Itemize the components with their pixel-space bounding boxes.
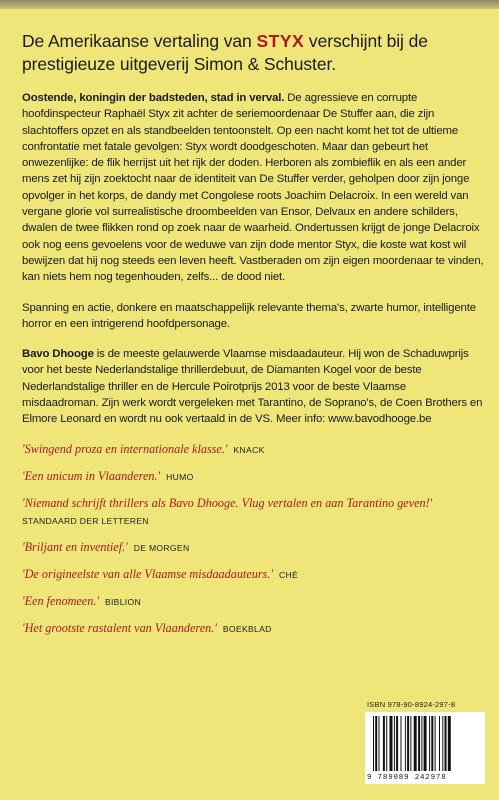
barcode-bar	[401, 716, 402, 771]
quote-text: 'Briljant en inventief.'	[22, 539, 128, 554]
barcode-bar	[445, 716, 447, 771]
barcode-bar	[429, 716, 430, 771]
review-quote	[22, 496, 484, 529]
barcode-bar	[386, 716, 387, 771]
barcode-bar	[396, 716, 398, 771]
quote-text: 'Het grootste rastalent van Vlaanderen.'	[22, 620, 217, 635]
barcode-bar	[383, 716, 385, 771]
author-name: Bavo Dhooge	[22, 348, 94, 361]
synopsis-body: De agressieve en corrupte hoofdinspecteur Raphaël Styx zit achter de seriemoordenaar De Stuffer aan, die zijn slachtoffers opzet en als standbeelden tentoonstelt. Op een nacht komt het tot de ultieme confrontatie met fatale gevolgen: Styx wordt doodgeschoten. Maar dan gebeurt het onwezenlijke: de flik herrijst uit het rijk der doden. Herboren als zombieflik en als een ander mens zet hij zijn zoektocht naar de identiteit van De Stuffer verder, geholpen door zijn jonge opvolger in het korps, de dandy met Congolese roots Joachim Delacroix. In een wereld van vergane glorie vol surrealistische droombeelden van Ensor, Delvaux en andere schilders, dwalen de twee flikken rond op zoek naar de waarheid. Ondertussen krijgt de jonge Delacroix ook nog eens gevoelens voor de weduwe van zijn dode mentor Styx, die koste wat kost wil bewijzen dat hij nog steeds een leven heeft. Vastberaden om zijn eigen moordenaar te vinden, kan niets hem nog tegenhouden, zelfs... de dood niet.	[22, 92, 484, 284]
barcode-bar	[410, 716, 411, 771]
synopsis	[22, 90, 484, 286]
quote-source: CHÉ	[278, 569, 299, 580]
quote-source: KNACK	[233, 444, 265, 455]
review-quote	[22, 469, 484, 485]
top-edge-shadow	[0, 0, 499, 9]
barcode-bars	[373, 716, 477, 771]
barcode-bar	[448, 716, 451, 771]
barcode-bar	[379, 716, 380, 771]
barcode	[365, 712, 485, 784]
headline	[22, 30, 484, 76]
barcode-bar	[442, 716, 443, 771]
barcode-bar	[375, 716, 377, 771]
tagline: Spanning en actie, donkere en maatschappelijk relevante thema's, zwarte humor, intelligente horror en een intrigerend hoofdpersonage.	[22, 301, 476, 330]
barcode-bar	[439, 716, 440, 771]
barcode-bar	[435, 716, 436, 771]
quote-source: HUMO	[166, 471, 194, 482]
barcode-bar	[418, 716, 420, 771]
barcode-bar	[421, 716, 422, 771]
quote-source: BOEKBLAD	[222, 623, 272, 634]
barcode-bar	[390, 716, 393, 771]
headline-pre: De Amerikaanse vertaling van	[22, 31, 257, 51]
synopsis-lead: Oostende, koningin der badsteden, stad in verval.	[22, 92, 285, 104]
barcode-bar	[424, 716, 427, 771]
barcode-bar	[405, 716, 406, 771]
review-quote	[22, 567, 484, 583]
barcode-bar	[373, 716, 374, 771]
quote-text: 'Niemand schrijft thrillers als Bavo Dhooge. Vlug vertalen en aan Tarantino geven!'	[22, 495, 433, 510]
headline-title-emphasis: STYX	[256, 31, 305, 51]
review-quote	[22, 594, 484, 610]
author-bio-text: is de meeste gelauwerde Vlaamse misdaadauteur. Hij won de Schaduwprijs voor het beste Nederlandstalige thrillerdebuut, de Diamanten Kogel voor de beste Nederlandstalige thriller en de Hercule Poirotprijs 2013 voor de beste Vlaamse misdaadroman. Zijn werk wordt vergeleken met Tarantino, de Soprano's, de Coen Brothers en Elmore Leonard en wordt nu ook vertaald in de VS. Meer info: www.bavodhooge.be	[22, 348, 483, 426]
review-quotes	[22, 442, 484, 637]
quote-text: 'Een unicum in Vlaanderen.'	[22, 468, 161, 483]
quote-text: 'De origineelste van alle Vlaamse misdaadauteurs.'	[22, 566, 273, 581]
isbn-label: ISBN 978-90-8924-297-8	[367, 700, 456, 709]
barcode-bar	[431, 716, 433, 771]
quote-source: STANDAARD DER LETTEREN	[22, 515, 149, 526]
quote-source: DE MORGEN	[133, 542, 190, 553]
barcode-bar	[394, 716, 395, 771]
quote-text: 'Swingend proza en internationale klasse.'	[22, 441, 228, 456]
barcode-number: 9 789089 242978	[367, 774, 447, 782]
review-quote	[22, 442, 484, 458]
review-quote	[22, 621, 484, 637]
author-bio	[22, 346, 484, 427]
review-quote	[22, 540, 484, 556]
barcode-bar	[407, 716, 409, 771]
back-cover-text	[22, 30, 484, 648]
barcode-bar	[414, 716, 417, 771]
quote-source: BIBLION	[104, 596, 141, 607]
headline-post: verschijnt bij de prestigieuze uitgeverij Simon & Schuster.	[22, 31, 428, 74]
quote-text: 'Een fenomeen.'	[22, 593, 99, 608]
